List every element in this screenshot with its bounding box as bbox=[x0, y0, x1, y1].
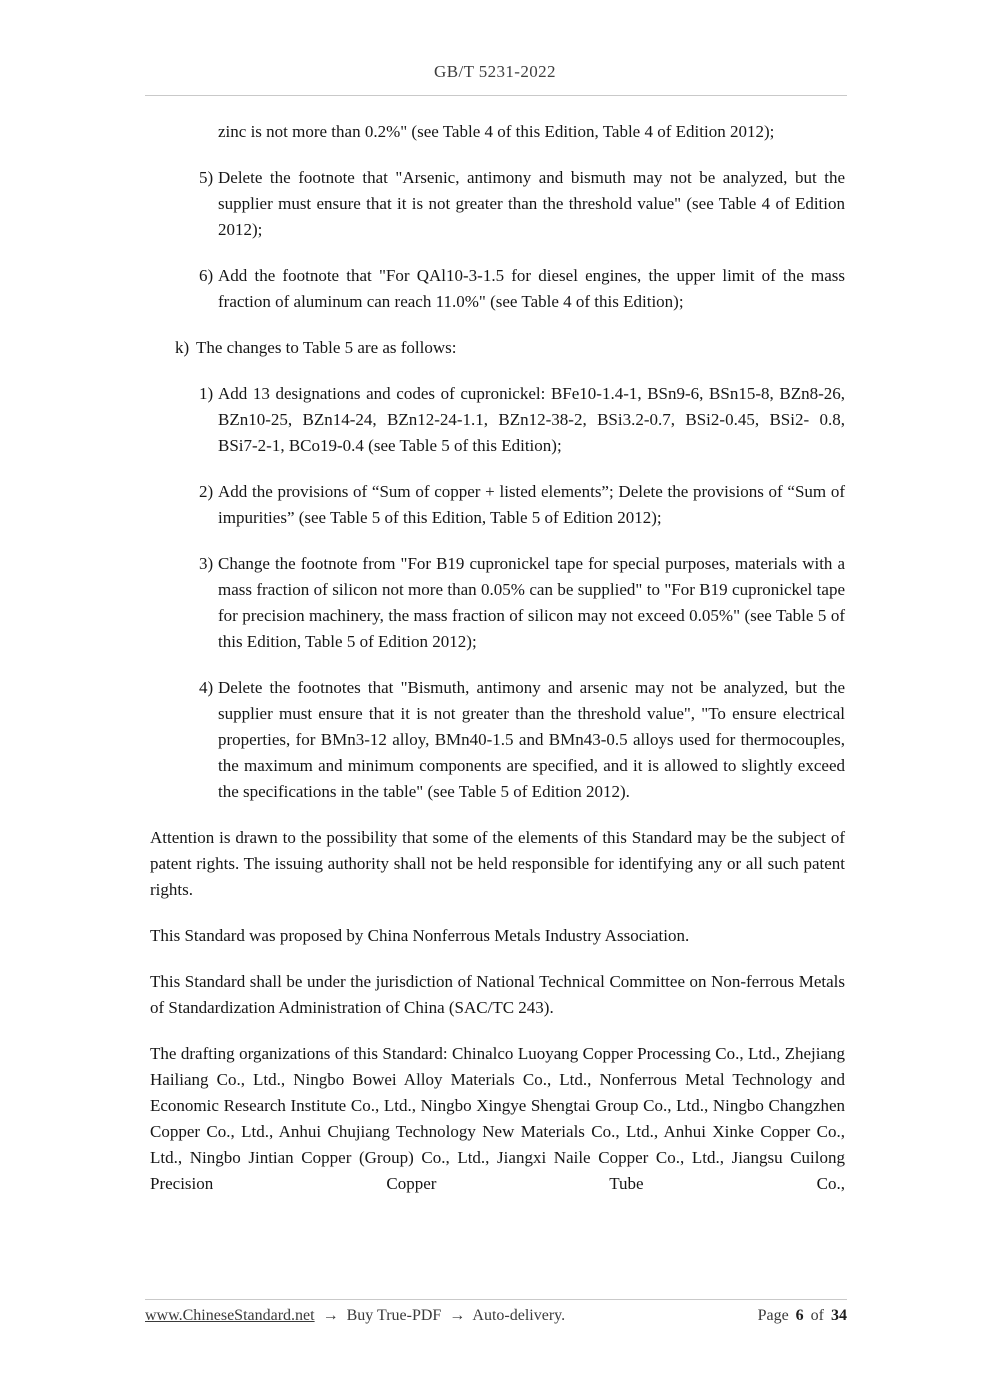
list-item-text: Add the provisions of “Sum of copper + listed elements”; Delete the provisions of “Sum of impurities” (see Table 5 of this Edition, Table 5 of Edition 2012); bbox=[218, 482, 845, 527]
list-item-text: Delete the footnotes that "Bismuth, antimony and arsenic may not be analyzed, but the supplier must ensure that it is not greater than the threshold value", "To ensure electrical properties, for BMn3-12 alloy, BMn40-1.5 and BMn43-0.5 alloys used for thermocouples, the maximum and minimum components are specified, and it is allowed to slightly exceed the specifications in the table" (see Table 5 of Edition 2012). bbox=[218, 678, 845, 801]
list-marker: 4) bbox=[199, 678, 214, 697]
footer-buy-text: Buy True-PDF bbox=[346, 1307, 442, 1324]
list-item-5 bbox=[150, 165, 845, 243]
page-label: Page bbox=[757, 1307, 789, 1324]
list-marker: 3) bbox=[199, 554, 214, 573]
header-rule bbox=[145, 95, 847, 96]
paragraph-patent-attention: Attention is drawn to the possibility that some of the elements of this Standard may be the subject of patent rights. The issuing authority shall not be held responsible for identifying any or all such patent rights. bbox=[150, 828, 845, 899]
list-marker bbox=[199, 119, 218, 145]
paragraph-text: zinc is not more than 0.2%" (see Table 4 of this Edition, Table 4 of Edition 2012); bbox=[218, 122, 775, 141]
page-total-number: 34 bbox=[831, 1307, 847, 1324]
list-marker: k) bbox=[175, 338, 190, 357]
list-item-k3 bbox=[150, 551, 845, 655]
list-marker: 2) bbox=[199, 482, 214, 501]
list-item-text: Add 13 designations and codes of cupronickel: BFe10-1.4-1, BSn9-6, BSn15-8, BZn8-26, BZn10-25, BZn14-24, BZn12-24-1.1, BZn12-38-2, BSi3.2-0.7, BSi2-0.45, BSi2- 0.8, BSi7-2-1, BCo19-0.4 (see Table 5 of this Edition); bbox=[218, 384, 845, 455]
page-current-number: 6 bbox=[795, 1307, 804, 1324]
list-marker: 5) bbox=[199, 168, 214, 187]
paragraph-drafting-organizations: The drafting organizations of this Standard: Chinalco Luoyang Copper Processing Co., Ltd., Zhejiang Hailiang Co., Ltd., Ningbo Bowei Alloy Materials Co., Ltd., Nonferrous Metal Technology and Economic Research Institute Co., Ltd., Ningbo Xingye Shengtai Group Co., Ltd., Ningbo Changzhen Copper Co., Ltd., Anhui Chujiang Technology New Materials Co., Ltd., Anhui Xinke Copper Co., Ltd., Ningbo Jintian Copper (Group) Co., Ltd., Jiangxi Naile Copper Co., Ltd., Jiangsu Cuilong Precision Copper Tube Co., bbox=[150, 1044, 845, 1193]
list-item-text: Add the footnote that "For QAl10-3-1.5 for diesel engines, the upper limit of the mass fraction of aluminum can reach 11.0%" (see Table 4 of this Edition); bbox=[218, 266, 845, 311]
page-header bbox=[0, 0, 990, 82]
footer-left bbox=[145, 1307, 565, 1325]
paragraph-proposed-by: This Standard was proposed by China Nonferrous Metals Industry Association. bbox=[150, 926, 690, 945]
paragraph-jurisdiction: This Standard shall be under the jurisdiction of National Technical Committee on Non-ferrous Metals of Standardization Administration of China (SAC/TC 243). bbox=[150, 972, 845, 1017]
list-item-k4 bbox=[150, 675, 845, 805]
list-item-k bbox=[150, 335, 845, 361]
site-link[interactable]: www.ChineseStandard.net bbox=[145, 1307, 315, 1324]
list-item-6 bbox=[150, 263, 845, 315]
of-label: of bbox=[810, 1307, 824, 1324]
list-item-k2 bbox=[150, 479, 845, 531]
document-number: GB/T 5231-2022 bbox=[434, 62, 556, 81]
list-item-text: Change the footnote from "For B19 cupronickel tape for special purposes, materials with a mass fraction of silicon not more than 0.05% can be supplied" to "For B19 cupronickel tape for precision machinery, the mass fraction of silicon may not exceed 0.05%" (see Table 5 of this Edition, Table 5 of Edition 2012); bbox=[218, 554, 845, 651]
list-marker: 6) bbox=[199, 266, 214, 285]
arrow-icon: → bbox=[322, 1307, 339, 1324]
page-body bbox=[150, 119, 845, 1197]
list-item-text: The changes to Table 5 are as follows: bbox=[196, 338, 457, 357]
page-footer bbox=[145, 1299, 847, 1325]
paragraph-continuation bbox=[150, 119, 845, 145]
footer-delivery-text: Auto-delivery. bbox=[472, 1307, 566, 1324]
list-item-text: Delete the footnote that "Arsenic, antimony and bismuth may not be analyzed, but the supplier must ensure that it is not greater than the threshold value" (see Table 4 of Edition 2012); bbox=[218, 168, 845, 239]
page-indicator bbox=[755, 1307, 847, 1325]
list-item-k1 bbox=[150, 381, 845, 459]
list-marker: 1) bbox=[199, 384, 214, 403]
arrow-icon: → bbox=[449, 1307, 466, 1324]
